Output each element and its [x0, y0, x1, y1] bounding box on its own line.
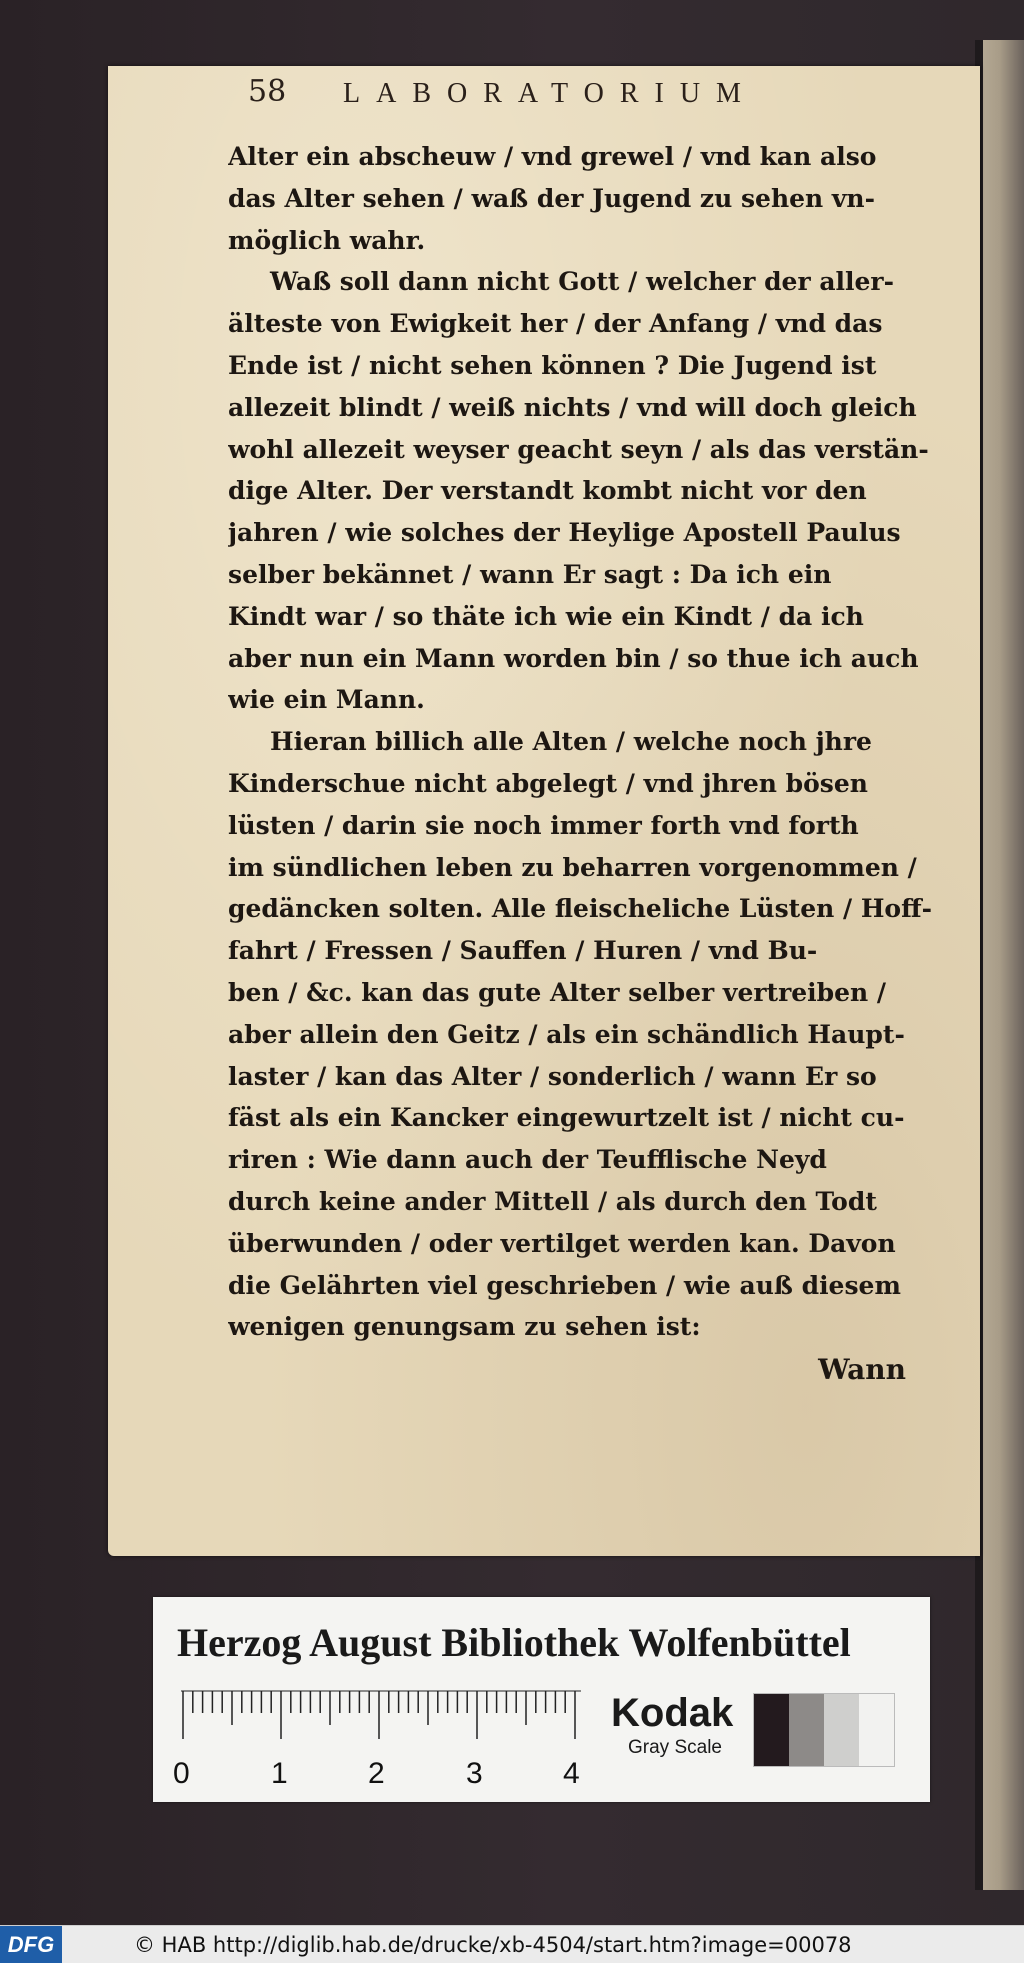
running-head: LABORATORIUM — [343, 78, 757, 109]
text-line: wohl allezeit weyser geacht seyn / als das verstän- — [228, 434, 929, 464]
library-name: Herzog August Bibliothek Wolfenbüttel — [177, 1620, 851, 1665]
text-line: ben / &c. kan das gute Alter selber vertreiben / — [228, 977, 887, 1007]
text-line: Ende ist / nicht sehen können ? Die Jugend ist — [228, 350, 877, 380]
text-line: Kinderschue nicht abgelegt / vnd jhren bösen — [228, 768, 868, 798]
swatch-white — [859, 1694, 894, 1766]
text-line: im sündlichen leben zu beharren vorgenommen / — [228, 852, 917, 882]
text-line: selber bekännet / wann Er sagt : Da ich ein — [228, 559, 832, 589]
page-number: 58 — [248, 74, 287, 109]
color-reference-card — [153, 1597, 930, 1802]
page-text — [228, 136, 968, 1348]
text-line: fäst als ein Kancker eingewurtzelt ist / nicht cu- — [228, 1103, 905, 1133]
text-line: aber nun ein Mann worden bin / so thue ich auch — [228, 643, 919, 673]
text-line: laster / kan das Alter / sonderlich / wann Er so — [228, 1061, 877, 1091]
dfg-logo: DFG — [0, 1926, 62, 1963]
book-page — [108, 66, 980, 1556]
kodak-logo: Kodak — [611, 1691, 734, 1735]
text-line: Kindt war / so thäte ich wie ein Kindt / da ich — [228, 601, 864, 631]
text-line: dige Alter. Der verstandt kombt nicht vor den — [228, 476, 867, 506]
text-line: gedäncken solten. Alle fleischeliche Lüsten / Hoff- — [228, 894, 933, 924]
text-line: allezeit blindt / weiß nichts / vnd will doch gleich — [228, 392, 917, 422]
text-line: Hieran billich alle Alten / welche noch jhre — [270, 727, 872, 757]
text-line: wie ein Mann. — [228, 685, 425, 715]
text-line: Alter ein abscheuw / vnd grewel / vnd kan also — [228, 142, 877, 171]
text-line: fahrt / Fressen / Sauffen / Huren / vnd Bu- — [228, 936, 818, 966]
text-line: Waß soll dann nicht Gott / welcher der aller- — [270, 267, 894, 297]
text-line: lüsten / darin sie noch immer forth vnd forth — [228, 810, 859, 840]
text-line: überwunden / oder vertilget werden kan. Davon — [228, 1228, 896, 1258]
catchword: Wann — [818, 1353, 906, 1386]
ruler-number: 1 — [271, 1757, 288, 1790]
gray-scale-swatches — [753, 1693, 895, 1767]
text-line: wenigen genungsam zu sehen ist: — [228, 1312, 701, 1342]
text-line: aber allein den Geitz / als ein schändlich Haupt- — [228, 1019, 905, 1049]
text-line: das Alter sehen / waß der Jugend zu sehen vn- — [228, 183, 875, 213]
ruler-icon — [181, 1689, 581, 1739]
ruler-number: 2 — [368, 1757, 385, 1790]
text-line: riren : Wie dann auch der Teufflische Neyd — [228, 1145, 827, 1175]
ruler-number: 3 — [466, 1757, 483, 1790]
text-line: jahren / wie solches der Heylige Apostell Paulus — [228, 518, 901, 548]
text-line: die Gelährten viel geschrieben / wie auß diesem — [228, 1270, 901, 1300]
text-line: möglich wahr. — [228, 225, 426, 255]
ruler-number: 4 — [563, 1757, 580, 1790]
text-line: durch keine ander Mittell / als durch den Todt — [228, 1186, 877, 1216]
swatch-light-gray — [824, 1694, 859, 1766]
footer-bar — [0, 1925, 1024, 1963]
copyright-link[interactable]: © HAB http://diglib.hab.de/drucke/xb-4504/start.htm?image=00078 — [134, 1933, 852, 1957]
page-header — [248, 68, 948, 124]
swatch-dark-gray — [789, 1694, 824, 1766]
ruler-number: 0 — [173, 1757, 190, 1790]
adjacent-page-edge — [975, 40, 1024, 1890]
text-line: älteste von Ewigkeit her / der Anfang / vnd das — [228, 309, 883, 339]
swatch-black — [754, 1694, 789, 1766]
gray-scale-label: Gray Scale — [628, 1737, 722, 1758]
